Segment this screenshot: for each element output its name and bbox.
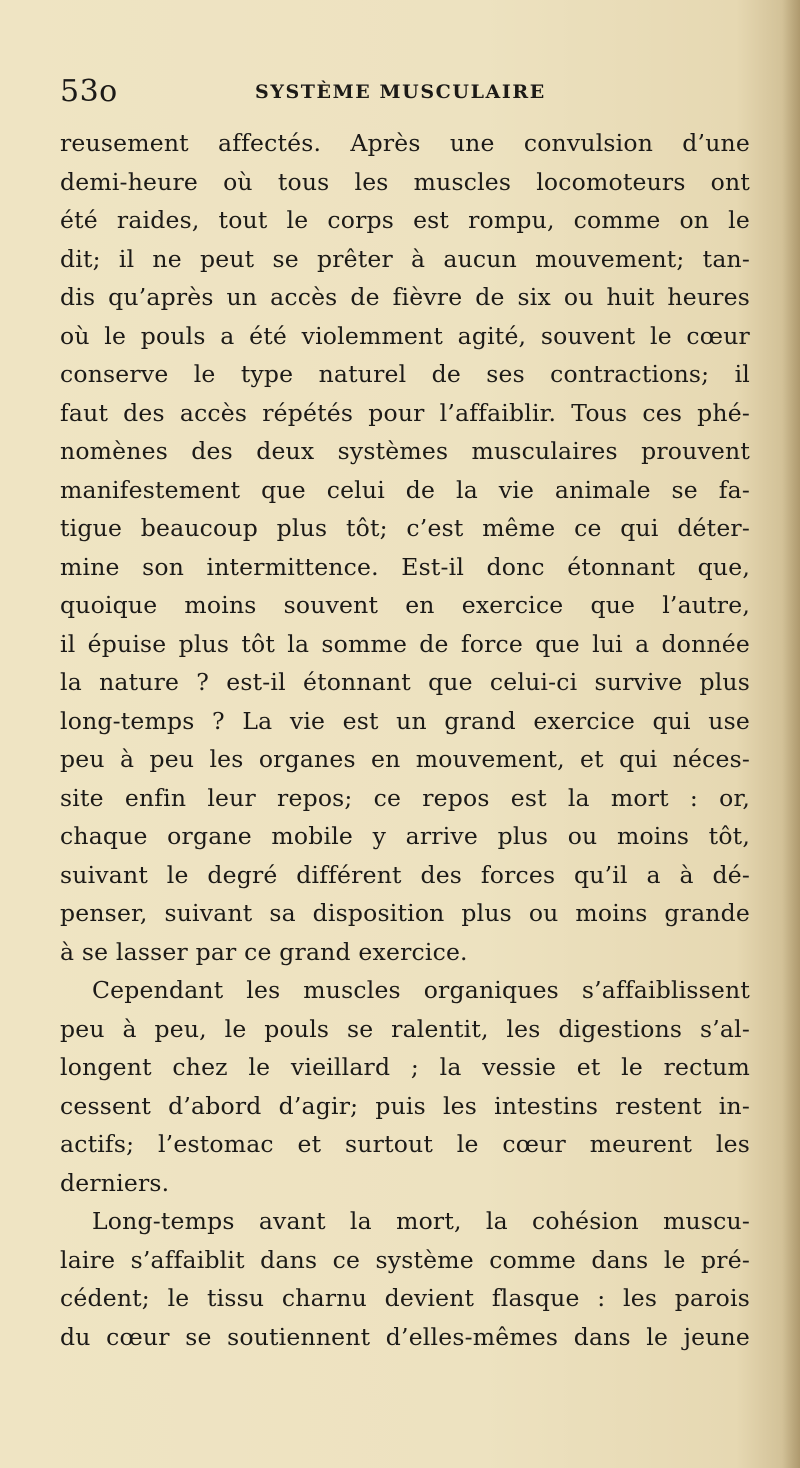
paragraph-start-line: Long-temps avant la mort, la cohésion muscu- bbox=[92, 1207, 750, 1235]
text-line: long-temps ? La vie est un grand exercice qui use bbox=[60, 706, 750, 735]
text-line: longent chez le vieillard ; la vessie et le rectum bbox=[60, 1053, 750, 1081]
text-line: cédent; le tissu charnu devient flasque : les parois bbox=[60, 1284, 750, 1312]
text-line: du cœur se soutiennent d’elles-mêmes dans le jeune bbox=[60, 1322, 750, 1351]
text-line: mine son intermittence. Est-il donc étonnant que, bbox=[60, 552, 750, 581]
body-text bbox=[60, 124, 750, 1356]
paragraph-end-line: derniers. bbox=[60, 1168, 170, 1197]
running-head: SYSTÈME MUSCULAIRE bbox=[255, 81, 546, 103]
text-line: peu à peu, le pouls se ralentit, les digestions s’al- bbox=[60, 1014, 750, 1043]
text-line: cessent d’abord d’agir; puis les intestins restent in- bbox=[60, 1091, 750, 1120]
text-line: manifestement que celui de la vie animale se fa- bbox=[60, 475, 750, 504]
text-line: où le pouls a été violemment agité, souvent le cœur bbox=[60, 321, 750, 350]
text-line: demi-heure où tous les muscles locomoteurs ont bbox=[60, 167, 750, 196]
text-line: dit; il ne peut se prêter à aucun mouvement; tan- bbox=[60, 244, 750, 273]
text-line: peu à peu les organes en mouvement, et qui néces- bbox=[60, 745, 750, 773]
text-line: faut des accès répétés pour l’affaiblir. Tous ces phé- bbox=[60, 398, 750, 427]
text-line: il épuise plus tôt la somme de force que lui a donnée bbox=[60, 629, 750, 658]
text-line: la nature ? est-il étonnant que celui-ci survive plus bbox=[60, 668, 750, 696]
page-edge-shadow bbox=[782, 0, 800, 1468]
text-line: reusement affectés. Après une convulsion d’une bbox=[60, 129, 750, 157]
text-line: quoique moins souvent en exercice que l’autre, bbox=[60, 591, 750, 619]
page-header bbox=[60, 72, 750, 112]
page-number: 53o bbox=[60, 74, 118, 109]
text-line: actifs; l’estomac et surtout le cœur meurent les bbox=[60, 1130, 750, 1158]
text-line: suivant le degré différent des forces qu’il a à dé- bbox=[60, 860, 750, 889]
paragraph-start-line: Cependant les muscles organiques s’affaiblissent bbox=[92, 976, 750, 1004]
text-line: chaque organe mobile y arrive plus ou moins tôt, bbox=[60, 822, 750, 850]
text-line: été raides, tout le corps est rompu, comme on le bbox=[60, 206, 750, 234]
text-line: laire s’affaiblit dans ce système comme dans le pré- bbox=[60, 1245, 750, 1274]
text-line: tigue beaucoup plus tôt; c’est même ce qui déter- bbox=[60, 514, 750, 542]
text-line: conserve le type naturel de ses contractions; il bbox=[60, 360, 750, 388]
text-line: penser, suivant sa disposition plus ou moins grande bbox=[60, 899, 750, 927]
paragraph-end-line: à se lasser par ce grand exercice. bbox=[60, 937, 468, 966]
text-line: dis qu’après un accès de fièvre de six ou huit heures bbox=[60, 283, 750, 311]
text-line: nomènes des deux systèmes musculaires prouvent bbox=[60, 437, 750, 465]
text-line: site enfin leur repos; ce repos est la mort : or, bbox=[60, 783, 750, 812]
